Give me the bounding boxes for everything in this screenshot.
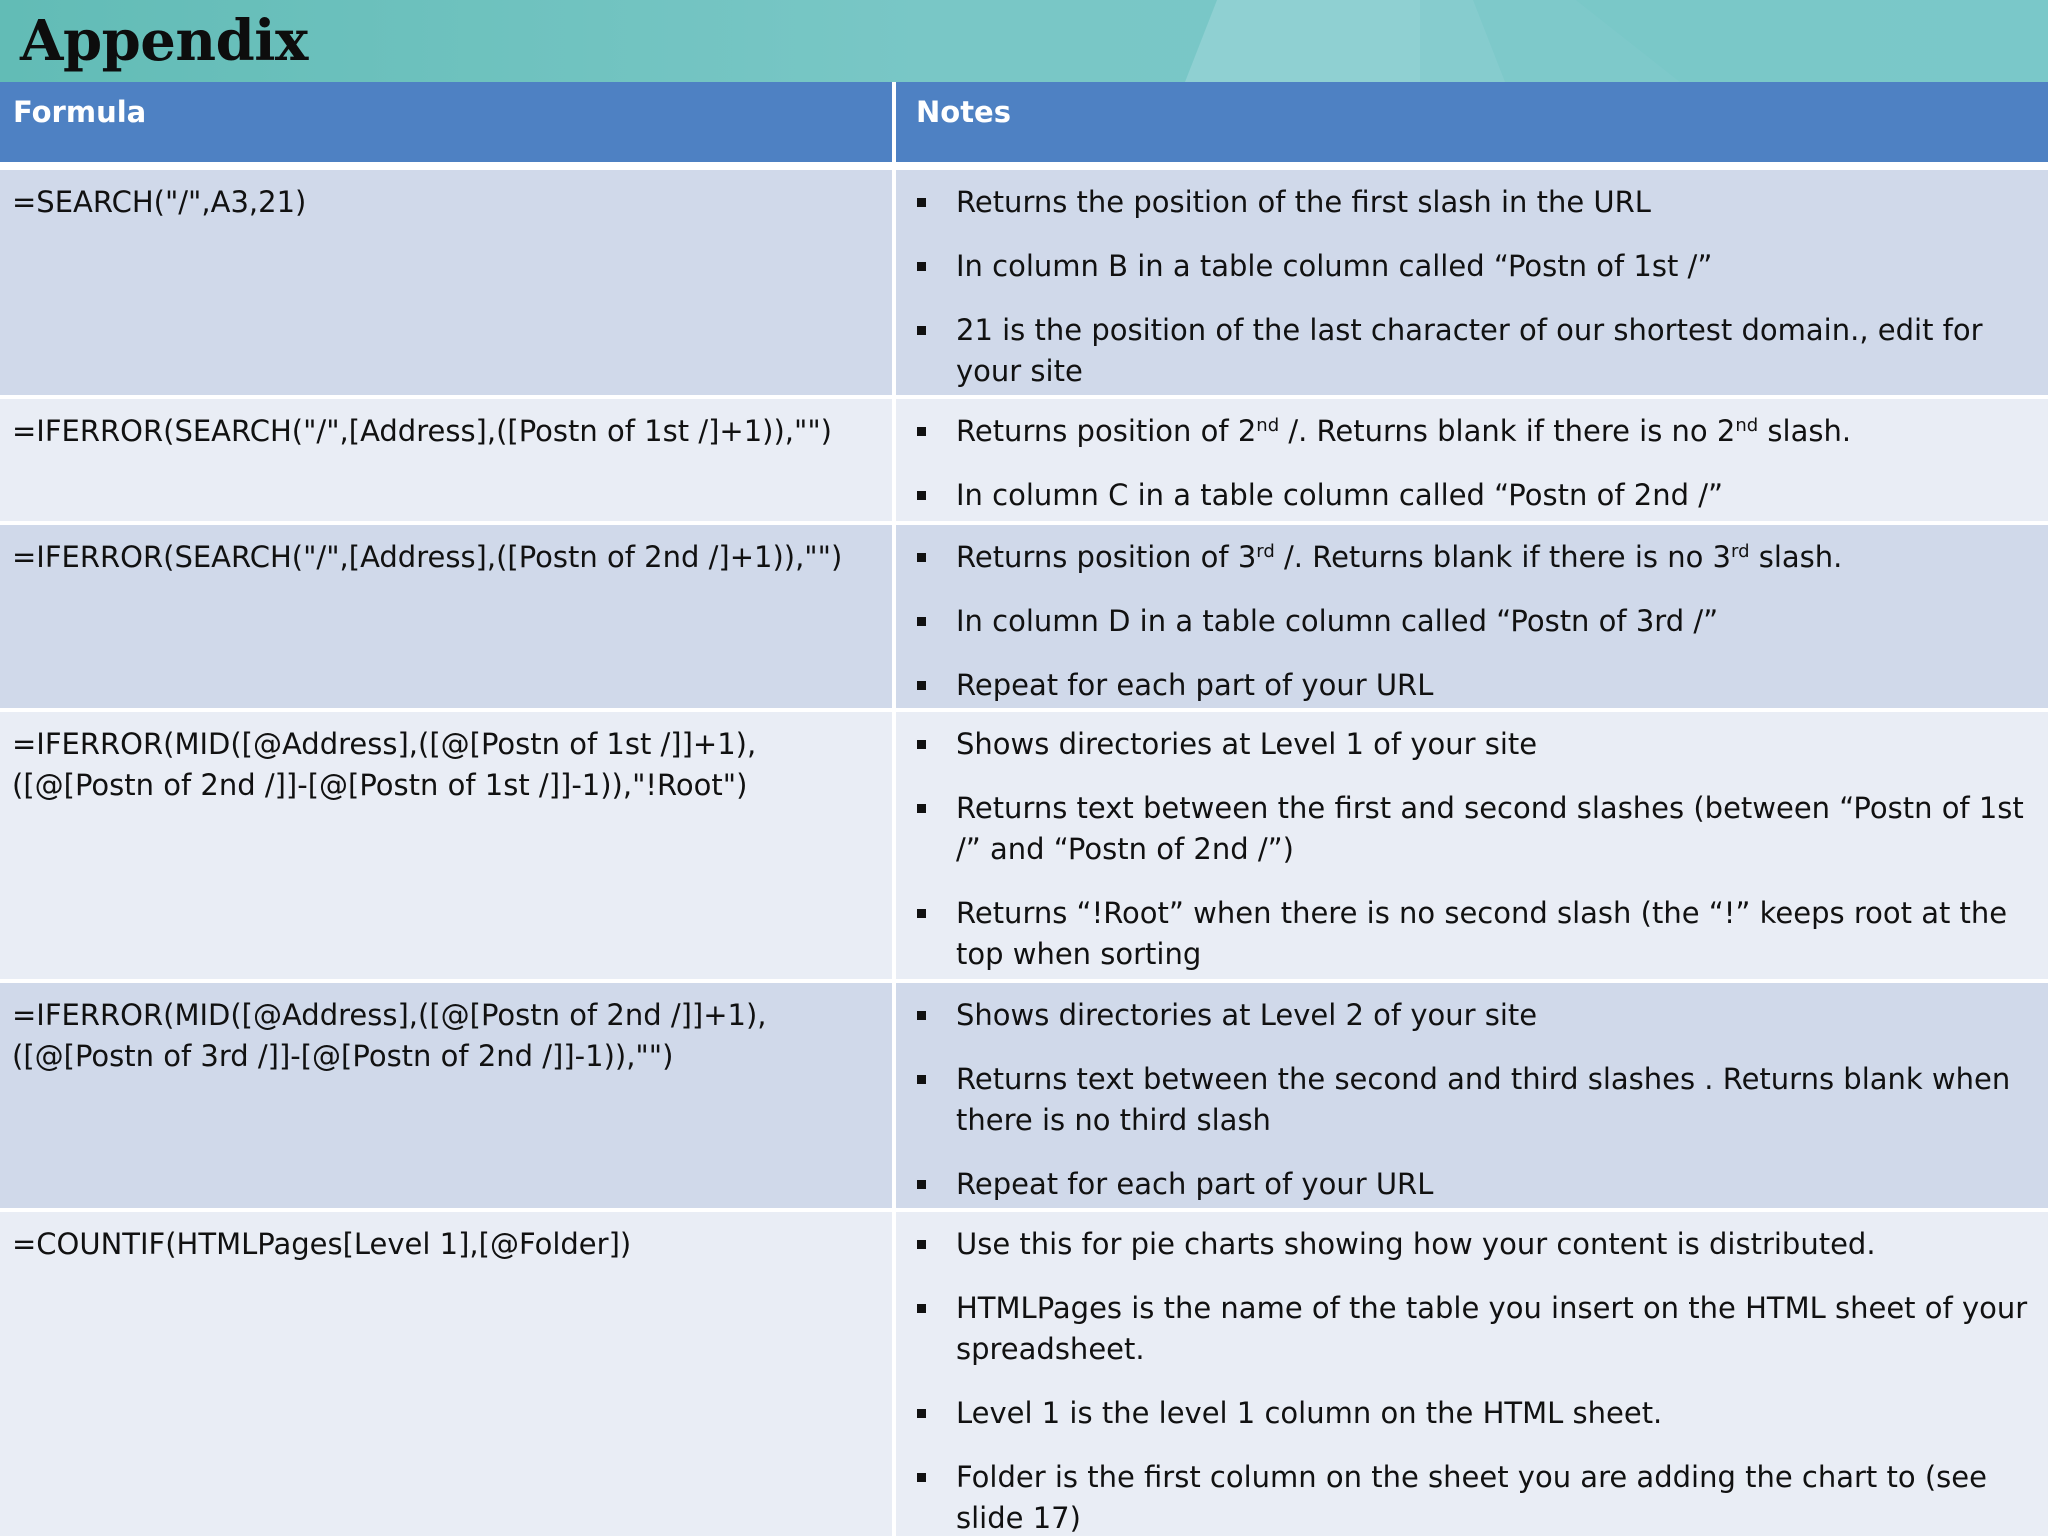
note-item (917, 310, 2041, 392)
table-header-row (0, 82, 2048, 162)
header-decoration (1420, 0, 1680, 82)
note-text: Shows directories at Level 1 of your site (956, 727, 1538, 761)
note-text: /. Returns blank if there is no 3 (1274, 540, 1732, 574)
header-separator (0, 162, 2048, 170)
note-item (917, 601, 2041, 642)
note-text: Returns “!Root” when there is no second slash (the “!” keeps root at the top when sorting (956, 896, 2008, 971)
table-row (0, 983, 2048, 1208)
note-text: Returns text between the second and third slashes . Returns blank when there is no third slash (956, 1062, 2011, 1137)
table-row (0, 1212, 2048, 1536)
note-item (917, 246, 2041, 287)
note-item (917, 1059, 2041, 1141)
note-text: In column C in a table column called “Postn of 2nd /” (956, 478, 1723, 512)
formula-cell: =SEARCH("/",A3,21) (12, 185, 307, 219)
note-item (917, 1393, 2041, 1434)
formula-cell: =IFERROR(SEARCH("/",[Address],([Postn of 1st /]+1)),"") (12, 414, 832, 448)
title-bar (0, 0, 2048, 82)
formula-cell: =IFERROR(MID([@Address],([@[Postn of 1st /]]+1),([@[Postn of 2nd /]]-[@[Postn of 1st /]]-1)),"!Root") (12, 727, 757, 802)
note-text: Repeat for each part of your URL (956, 668, 1434, 702)
note-item (917, 1224, 2041, 1265)
notes-cell (917, 411, 2041, 539)
appendix-table (0, 82, 2048, 1536)
note-item (917, 1164, 2041, 1205)
note-text: Level 1 is the level 1 column on the HTML sheet. (956, 1396, 1663, 1430)
note-item (917, 665, 2041, 706)
notes-cell (917, 995, 2041, 1228)
note-text: Returns the position of the first slash in the URL (956, 185, 1651, 219)
table-row (0, 712, 2048, 979)
note-item (917, 995, 2041, 1036)
note-text: Returns text between the first and second slashes (between “Postn of 1st /” and “Postn of 2nd /”) (956, 791, 2024, 866)
note-item (917, 182, 2041, 223)
formula-cell: =IFERROR(MID([@Address],([@[Postn of 2nd /]]+1),([@[Postn of 3rd /]]-[@[Postn of 2nd /]]-1)),"") (12, 998, 767, 1073)
note-text: In column B in a table column called “Postn of 1st /” (956, 249, 1713, 283)
column-separator (892, 82, 896, 1536)
table-row (0, 399, 2048, 521)
note-text: In column D in a table column called “Postn of 3rd /” (956, 604, 1719, 638)
note-text: Returns position of 3 (956, 540, 1257, 574)
notes-cell (917, 537, 2041, 729)
notes-cell (917, 724, 2041, 998)
note-item (917, 893, 2041, 975)
note-text: Returns position of 2 (956, 414, 1257, 448)
note-item (917, 1288, 2041, 1370)
page-title: Appendix (20, 8, 308, 74)
table-row (0, 525, 2048, 708)
note-text: Use this for pie charts showing how your content is distributed. (956, 1227, 1876, 1261)
note-text: slash. (1749, 540, 1843, 574)
note-text: Shows directories at Level 2 of your site (956, 998, 1538, 1032)
formula-cell: =COUNTIF(HTMLPages[Level 1],[@Folder]) (12, 1227, 632, 1261)
notes-cell (917, 1224, 2041, 1536)
note-item (917, 475, 2041, 516)
note-superscript: rd (1256, 541, 1275, 562)
note-text: Folder is the first column on the sheet you are adding the chart to (see slide 17) (956, 1460, 1987, 1535)
note-item (917, 1457, 2041, 1536)
table-row (0, 170, 2048, 395)
formula-cell: =IFERROR(SEARCH("/",[Address],([Postn of 2nd /]+1)),"") (12, 540, 843, 574)
note-text: HTMLPages is the name of the table you insert on the HTML sheet of your spreadsheet. (956, 1291, 2028, 1366)
note-text: slash. (1758, 414, 1852, 448)
notes-cell (917, 182, 2041, 415)
column-header-notes: Notes (916, 95, 1011, 129)
note-superscript: nd (1735, 415, 1759, 436)
note-item (917, 788, 2041, 870)
note-text: /. Returns blank if there is no 2 (1279, 414, 1736, 448)
note-item (917, 537, 2041, 578)
note-text: Repeat for each part of your URL (956, 1167, 1434, 1201)
note-item (917, 724, 2041, 765)
column-header-formula: Formula (13, 95, 147, 129)
note-superscript: rd (1731, 541, 1750, 562)
note-text: 21 is the position of the last character of our shortest domain., edit for your site (956, 313, 1983, 388)
note-item (917, 411, 2041, 452)
note-superscript: nd (1256, 415, 1280, 436)
